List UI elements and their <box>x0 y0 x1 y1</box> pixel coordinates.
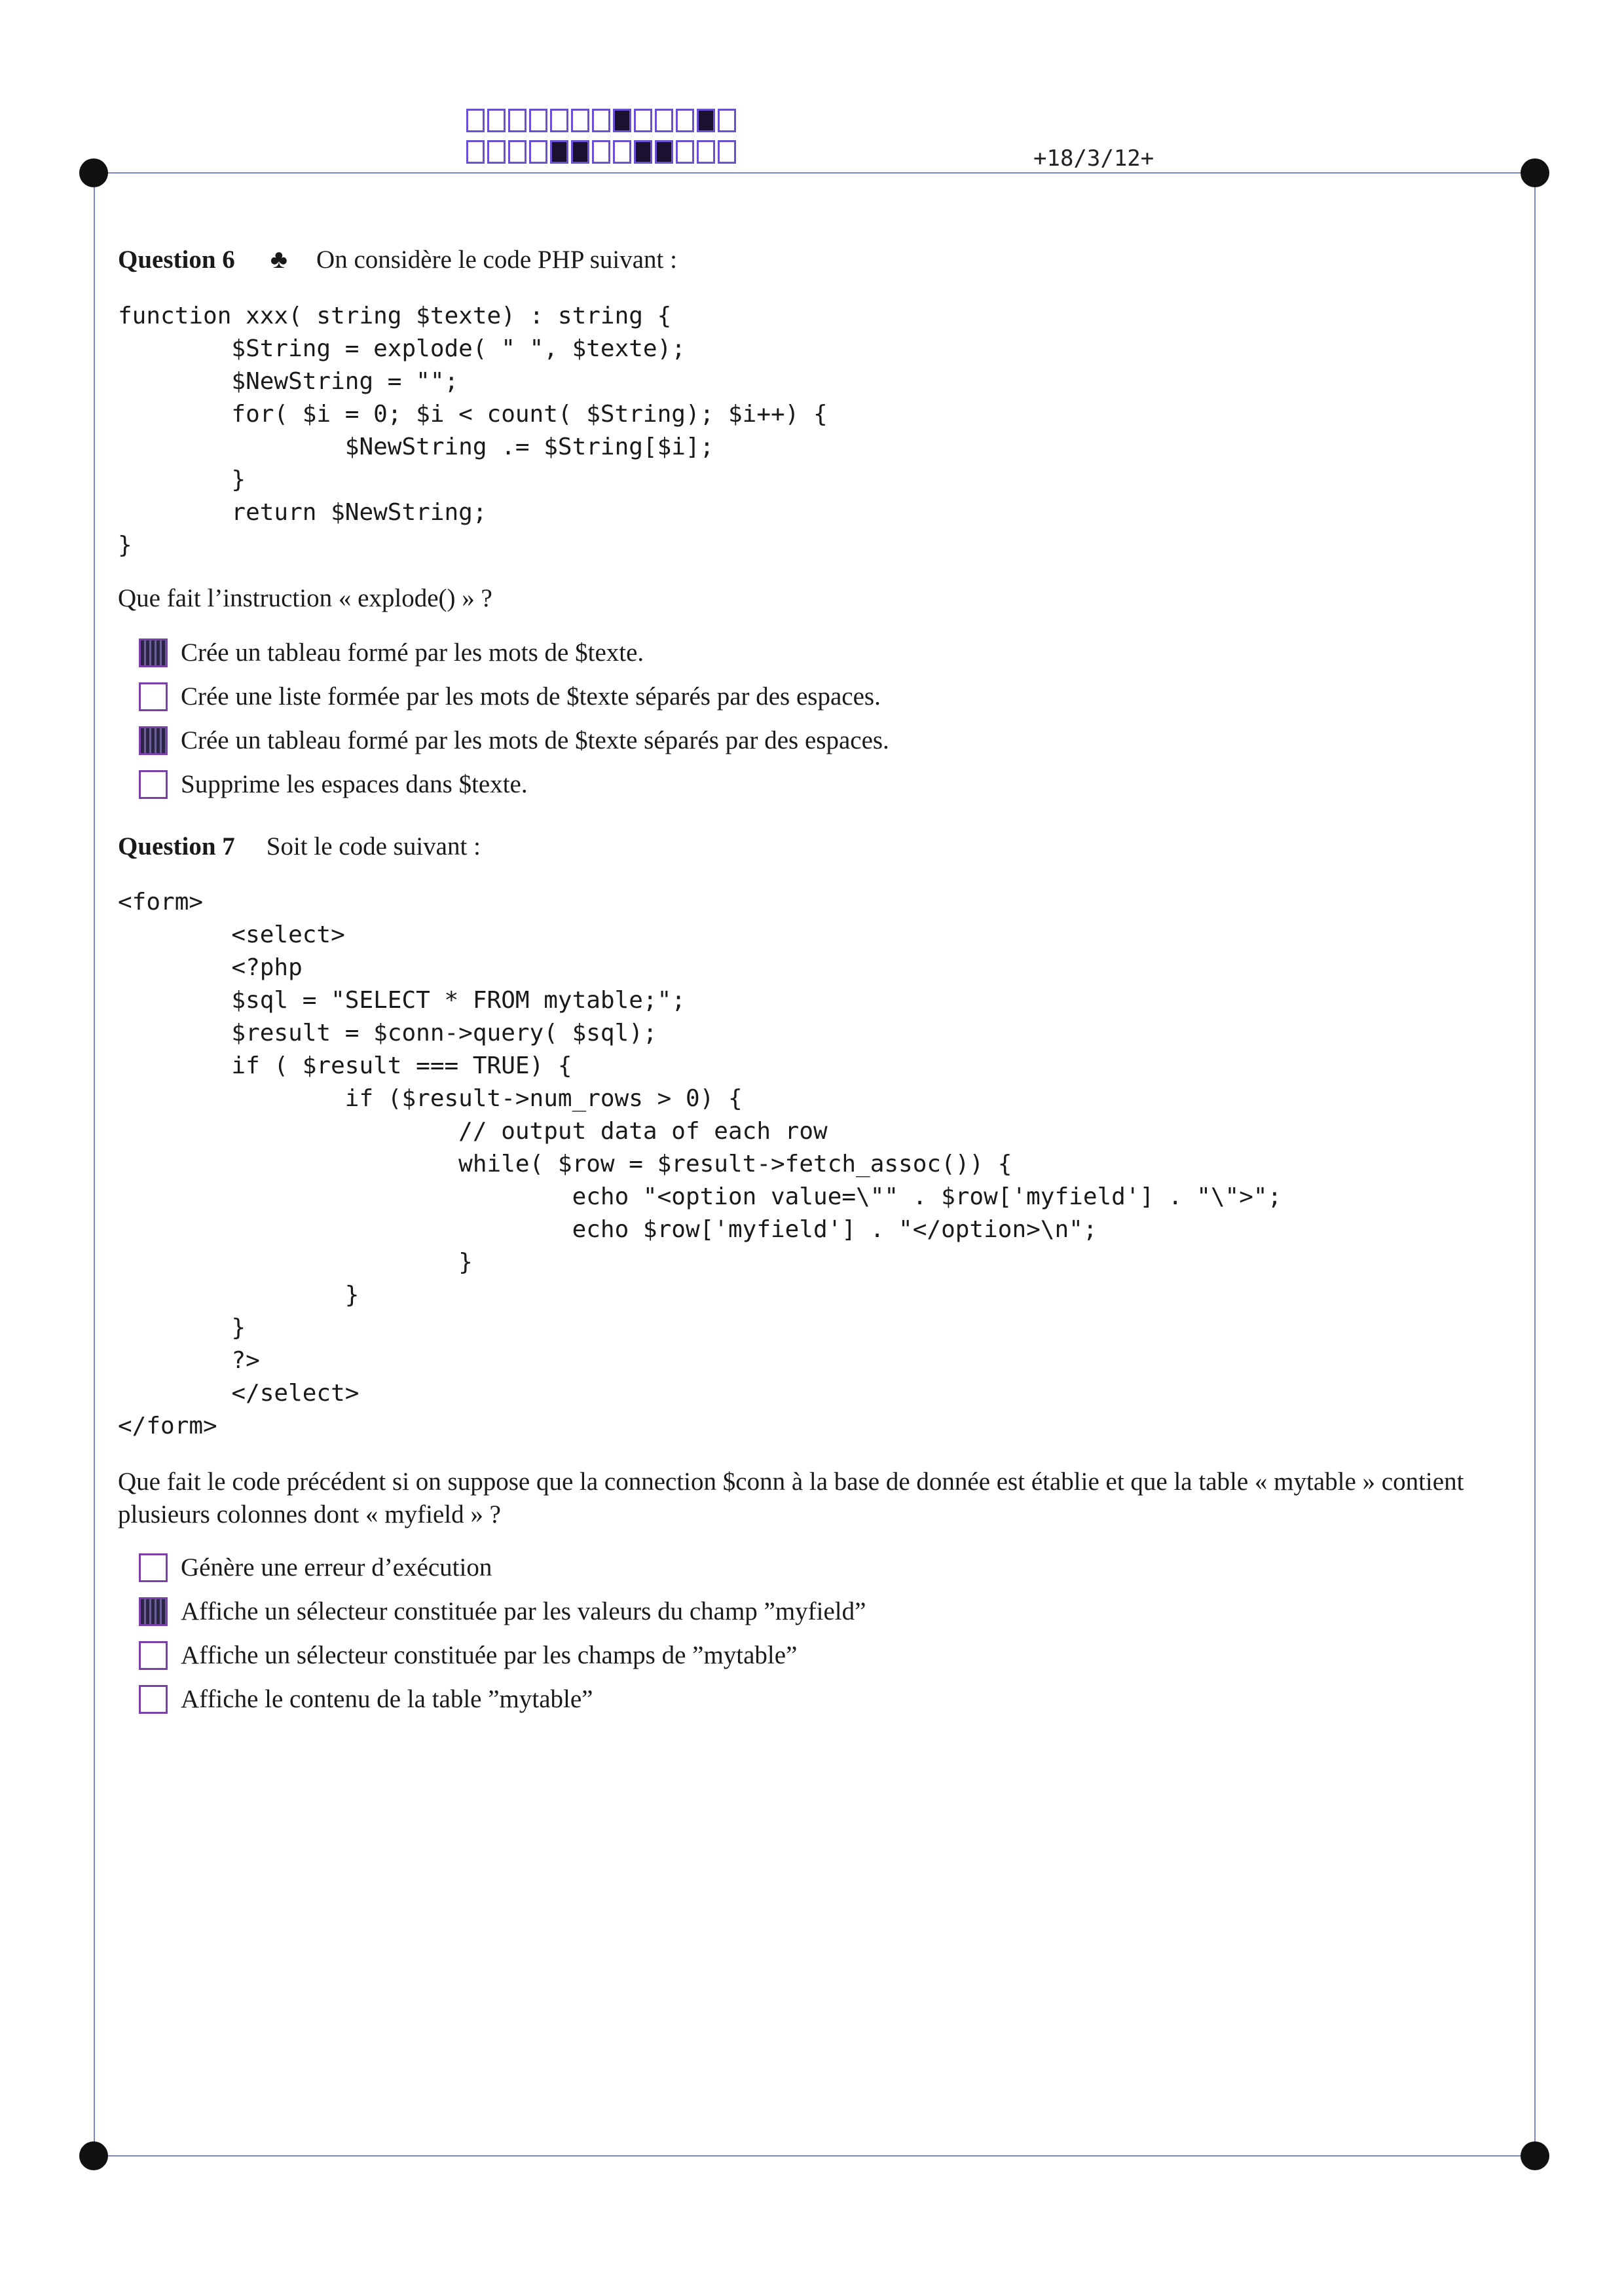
question-6-label: Question 6 <box>118 246 235 274</box>
question-7-code: <form> <select> <?php $sql = "SELECT * FROM mytable;"; $result = $conn->query( $sql); if ( $result === TRUE) { if ($result->num_rows > 0) { // output data of each row while( $row = $result->fetch_assoc()) { echo "<option value=\"" . $row['myfield'] . "\">"; echo $row['myfield'] . "</option>\n"; } } } ?> </select> </form> <box>118 889 1282 1439</box>
id-mark-cell <box>466 140 485 164</box>
id-mark-cell <box>676 109 694 132</box>
choice-label: Supprime les espaces dans $texte. <box>181 770 528 798</box>
id-mark-cell <box>592 109 610 132</box>
answer-checkbox[interactable] <box>139 1641 168 1670</box>
choice-label: Génère une erreur d’exécution <box>181 1553 492 1582</box>
choice-item[interactable] <box>139 1633 866 1677</box>
club-icon: ♣ <box>270 244 288 274</box>
choice-item[interactable] <box>139 1677 866 1721</box>
id-mark-cell <box>529 109 547 132</box>
id-mark-cell <box>571 140 589 164</box>
choice-item[interactable] <box>139 1589 866 1633</box>
id-mark-cell <box>529 140 547 164</box>
frame-right-rule <box>1534 172 1536 2155</box>
id-mark-cell <box>592 140 610 164</box>
answer-checkbox[interactable] <box>139 639 168 667</box>
answer-checkbox[interactable] <box>139 1597 168 1626</box>
id-mark-cell <box>550 140 568 164</box>
id-mark-cell <box>634 109 652 132</box>
choice-label: Affiche le contenu de la table ”mytable” <box>181 1685 593 1713</box>
corner-marker-bottom-right <box>1521 2141 1549 2170</box>
id-mark-cell <box>697 109 715 132</box>
choice-item[interactable] <box>139 631 889 675</box>
choice-item[interactable] <box>139 1546 866 1589</box>
frame-left-rule <box>94 172 95 2155</box>
id-mark-cell <box>655 140 673 164</box>
id-mark-cell <box>655 109 673 132</box>
id-mark-cell <box>487 140 506 164</box>
frame-top-rule <box>94 172 1536 174</box>
id-marks-row-1 <box>466 109 739 132</box>
id-mark-cell <box>466 109 485 132</box>
choice-item[interactable] <box>139 762 889 806</box>
choice-label: Crée un tableau formé par les mots de $texte. <box>181 639 644 667</box>
corner-marker-bottom-left <box>79 2141 108 2170</box>
id-mark-cell <box>508 109 526 132</box>
id-mark-cell <box>613 140 631 164</box>
answer-checkbox[interactable] <box>139 1685 168 1714</box>
answer-checkbox[interactable] <box>139 770 168 799</box>
id-mark-cell <box>571 109 589 132</box>
id-mark-cell <box>613 109 631 132</box>
answer-checkbox[interactable] <box>139 682 168 711</box>
question-7-header <box>118 832 481 861</box>
answer-checkbox[interactable] <box>139 726 168 755</box>
id-mark-cell <box>676 140 694 164</box>
id-mark-cell <box>487 109 506 132</box>
corner-marker-top-left <box>79 158 108 187</box>
question-6-prompt: Que fait l’instruction « explode() » ? <box>118 584 492 612</box>
choice-label: Crée un tableau formé par les mots de $texte séparés par des espaces. <box>181 726 889 754</box>
page-id: +18/3/12+ <box>1033 145 1154 172</box>
question-7-label: Question 7 <box>118 832 235 861</box>
id-mark-cell <box>550 109 568 132</box>
question-6-choices <box>139 631 889 806</box>
id-mark-cell <box>508 140 526 164</box>
choice-label: Affiche un sélecteur constituée par les champs de ”mytable” <box>181 1641 798 1669</box>
frame-bottom-rule <box>94 2155 1536 2157</box>
id-marks-row-2 <box>466 140 739 164</box>
question-7-prompt: Que fait le code précédent si on suppose que la connection $conn à la base de donnée est établie et que la table « mytable » contient plusieurs colonnes dont « myfield » ? <box>118 1468 1464 1528</box>
id-mark-cell <box>634 140 652 164</box>
choice-label: Crée une liste formée par les mots de $texte séparés par des espaces. <box>181 682 881 711</box>
id-mark-cell <box>697 140 715 164</box>
choice-label: Affiche un sélecteur constituée par les valeurs du champ ”myfield” <box>181 1597 866 1625</box>
question-7-choices <box>139 1546 866 1721</box>
question-6-intro: On considère le code PHP suivant : <box>316 246 677 274</box>
choice-item[interactable] <box>139 718 889 762</box>
choice-item[interactable] <box>139 675 889 718</box>
answer-checkbox[interactable] <box>139 1553 168 1582</box>
id-mark-cell <box>718 140 736 164</box>
id-mark-cell <box>718 109 736 132</box>
question-6-code: function xxx( string $texte) : string { $String = explode( " ", $texte); $NewString = ""; for( $i = 0; $i < count( $String); $i++) { $NewString .= $String[$i]; } return $NewString; } <box>118 303 828 559</box>
question-6-header <box>118 244 677 274</box>
corner-marker-top-right <box>1521 158 1549 187</box>
question-7-intro: Soit le code suivant : <box>266 832 481 861</box>
